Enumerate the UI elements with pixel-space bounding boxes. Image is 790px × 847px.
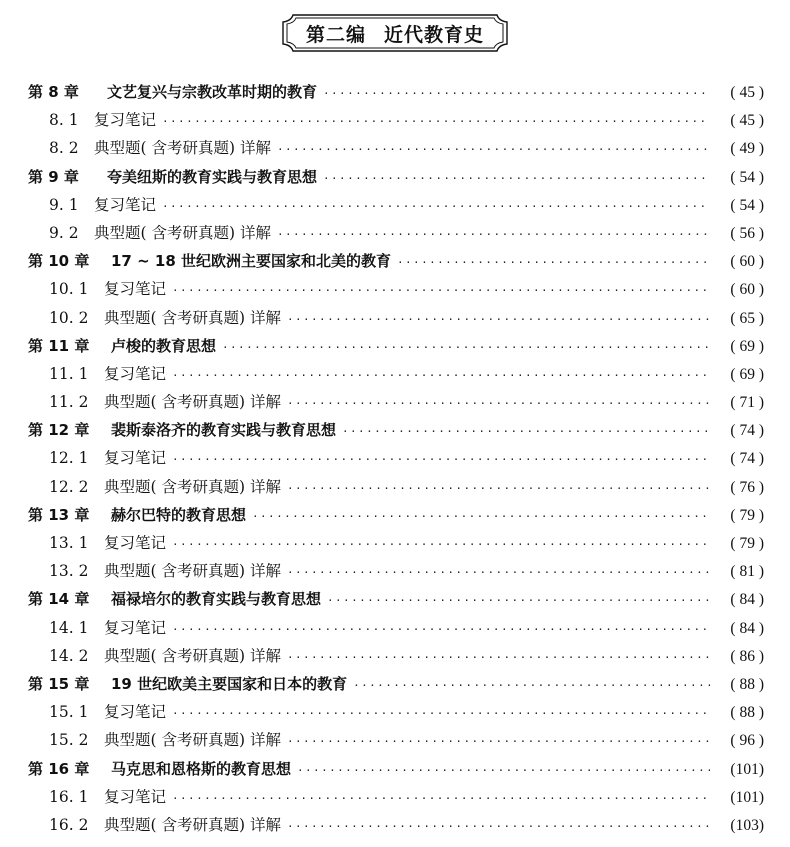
entry-title: 19 世纪欧美主要国家和日本的教育 xyxy=(111,674,348,693)
entry-title: 复习笔记 xyxy=(104,364,167,383)
dot-leader xyxy=(323,165,710,193)
entry-page: ( 88 ) xyxy=(730,675,764,693)
entry-number: 9. 1 xyxy=(49,195,79,214)
toc-chapter-12[interactable] xyxy=(28,416,764,444)
entry-title: 赫尔巴特的教育思想 xyxy=(111,505,247,524)
entry-page: ( 84 ) xyxy=(730,591,764,609)
dot-leader xyxy=(162,193,710,221)
entry-page: ( 79 ) xyxy=(730,535,764,552)
entry-number: 14. 1 xyxy=(49,618,89,637)
entry-number: 第 12 章 xyxy=(28,421,90,440)
dot-leader xyxy=(172,446,710,474)
entry-page: ( 45 ) xyxy=(730,112,764,130)
toc-chapter-11[interactable] xyxy=(28,332,764,360)
entry-number: 11. 1 xyxy=(49,364,89,383)
dot-leader xyxy=(327,587,710,615)
entry-title: 复习笔记 xyxy=(104,618,167,637)
toc-section-13-2[interactable] xyxy=(28,557,764,585)
dot-leader xyxy=(287,475,710,503)
toc-section-9-1[interactable] xyxy=(28,191,764,219)
toc-chapter-8[interactable] xyxy=(28,78,764,106)
toc-section-11-2[interactable] xyxy=(28,388,764,416)
dot-leader xyxy=(287,644,710,672)
entry-title: 典型题( 含考研真题) 详解 xyxy=(104,731,281,750)
toc-chapter-10[interactable] xyxy=(28,247,764,275)
dot-leader xyxy=(287,813,710,841)
entry-page: ( 86 ) xyxy=(730,647,764,665)
toc-section-15-1[interactable] xyxy=(28,698,764,726)
entry-title: 典型题( 含考研真题) 详解 xyxy=(94,139,271,158)
entry-page: ( 60 ) xyxy=(730,281,764,299)
toc-section-11-1[interactable] xyxy=(28,360,764,388)
entry-title: 复习笔记 xyxy=(104,703,167,722)
entry-title: 夸美纽斯的教育实践与教育思想 xyxy=(107,167,318,186)
entry-page: (101) xyxy=(730,788,764,806)
dot-leader xyxy=(277,221,710,249)
entry-number: 16. 1 xyxy=(49,787,89,806)
entry-page: ( 96 ) xyxy=(730,732,764,750)
entry-page: ( 45 ) xyxy=(730,84,764,101)
part-name: 近代教育史 xyxy=(384,23,485,46)
entry-title: 复习笔记 xyxy=(104,787,167,806)
dot-leader xyxy=(162,108,710,136)
entry-title: 典型题( 含考研真题) 详解 xyxy=(104,646,281,665)
entry-page: ( 81 ) xyxy=(730,563,764,581)
entry-page: ( 54 ) xyxy=(730,196,764,214)
toc-section-16-1[interactable] xyxy=(28,783,764,811)
entry-title: 复习笔记 xyxy=(104,534,167,552)
dot-leader xyxy=(222,334,710,362)
entry-title: 复习笔记 xyxy=(104,280,167,299)
entry-number: 11. 2 xyxy=(49,393,89,412)
entry-number: 第 9 章 xyxy=(28,167,79,186)
entry-title: 典型题( 含考研真题) 详解 xyxy=(104,393,281,412)
entry-number: 第 8 章 xyxy=(28,83,79,101)
dot-leader xyxy=(353,672,710,700)
entry-page: ( 88 ) xyxy=(730,704,764,722)
dot-leader xyxy=(397,249,710,277)
entry-page: ( 69 ) xyxy=(730,365,764,383)
dot-leader xyxy=(297,757,710,785)
entry-number: 10. 1 xyxy=(49,280,89,299)
entry-title: 复习笔记 xyxy=(94,195,157,214)
entry-page: ( 69 ) xyxy=(730,337,764,355)
entry-page: ( 76 ) xyxy=(730,478,764,496)
toc-chapter-9[interactable] xyxy=(28,163,764,191)
entry-number: 15. 1 xyxy=(49,703,89,722)
part-title-frame xyxy=(281,13,509,53)
entry-number: 16. 2 xyxy=(49,815,89,834)
entry-number: 第 16 章 xyxy=(28,759,90,778)
dot-leader xyxy=(172,277,710,305)
dot-leader xyxy=(252,503,710,531)
toc-chapter-14[interactable] xyxy=(28,585,764,613)
entry-title: 典型题( 含考研真题) 详解 xyxy=(94,223,271,242)
toc-chapter-16[interactable] xyxy=(28,755,764,783)
entry-page: ( 49 ) xyxy=(730,140,764,158)
entry-page: ( 84 ) xyxy=(730,619,764,637)
dot-leader xyxy=(172,616,710,644)
entry-title: 典型题( 含考研真题) 详解 xyxy=(104,477,281,496)
toc-section-12-1[interactable] xyxy=(28,444,764,472)
entry-number: 13. 2 xyxy=(49,562,89,581)
toc-section-14-2[interactable] xyxy=(28,642,764,670)
toc-section-12-2[interactable] xyxy=(28,473,764,501)
entry-page: ( 71 ) xyxy=(730,394,764,412)
entry-title: 典型题( 含考研真题) 详解 xyxy=(104,562,281,581)
entry-page: ( 74 ) xyxy=(730,450,764,468)
entry-page: ( 54 ) xyxy=(730,168,764,186)
entry-page: ( 79 ) xyxy=(730,506,764,524)
entry-title: 福禄培尔的教育实践与教育思想 xyxy=(111,590,322,609)
part-label: 第二编 xyxy=(305,23,366,46)
entry-number: 第 15 章 xyxy=(28,674,90,693)
toc-section-13-1[interactable] xyxy=(28,529,764,557)
toc-chapter-15[interactable] xyxy=(28,670,764,698)
entry-title: 文艺复兴与宗教改革时期的教育 xyxy=(107,83,318,101)
dot-leader xyxy=(277,136,710,164)
entry-title: 典型题( 含考研真题) 详解 xyxy=(104,815,281,834)
toc-section-8-2[interactable] xyxy=(28,134,764,162)
dot-leader xyxy=(342,418,710,446)
entry-number: 13. 1 xyxy=(49,534,89,552)
dot-leader xyxy=(323,80,710,108)
toc-section-10-2[interactable] xyxy=(28,304,764,332)
entry-page: (103) xyxy=(730,816,764,834)
entry-title: 17 ~ 18 世纪欧洲主要国家和北美的教育 xyxy=(111,252,391,271)
entry-title: 卢梭的教育思想 xyxy=(111,336,217,355)
entry-number: 12. 2 xyxy=(49,477,89,496)
toc-chapter-13[interactable] xyxy=(28,501,764,529)
toc-section-10-1[interactable] xyxy=(28,275,764,303)
dot-leader xyxy=(172,785,710,813)
part-header xyxy=(0,13,790,53)
entry-page: ( 74 ) xyxy=(730,422,764,440)
entry-number: 第 13 章 xyxy=(28,505,90,524)
entry-page: (101) xyxy=(730,760,764,778)
dot-leader xyxy=(287,306,710,334)
entry-number: 8. 1 xyxy=(49,111,79,130)
toc-section-15-2[interactable] xyxy=(28,726,764,754)
toc-section-16-2[interactable] xyxy=(28,811,764,839)
entry-number: 第 11 章 xyxy=(28,336,90,355)
entry-number: 第 14 章 xyxy=(28,590,90,609)
entry-title: 裴斯泰洛齐的教育实践与教育思想 xyxy=(111,421,337,440)
entry-page: ( 65 ) xyxy=(730,309,764,327)
entry-number: 12. 1 xyxy=(49,449,89,468)
entry-page: ( 60 ) xyxy=(730,253,764,271)
entry-number: 8. 2 xyxy=(49,139,79,158)
entry-number: 第 10 章 xyxy=(28,252,90,271)
entry-title: 马克思和恩格斯的教育思想 xyxy=(111,759,292,778)
entry-page: ( 56 ) xyxy=(730,224,764,242)
toc-section-9-2[interactable] xyxy=(28,219,764,247)
entry-number: 10. 2 xyxy=(49,308,89,327)
toc-section-14-1[interactable] xyxy=(28,614,764,642)
dot-leader xyxy=(287,390,710,418)
entry-title: 复习笔记 xyxy=(94,111,157,130)
dot-leader xyxy=(287,559,710,587)
dot-leader xyxy=(172,700,710,728)
entry-title: 复习笔记 xyxy=(104,449,167,468)
entry-number: 14. 2 xyxy=(49,646,89,665)
entry-number: 9. 2 xyxy=(49,223,79,242)
entry-number: 15. 2 xyxy=(49,731,89,750)
entry-title: 典型题( 含考研真题) 详解 xyxy=(104,308,281,327)
toc-section-8-1[interactable] xyxy=(28,106,764,134)
dot-leader xyxy=(287,728,710,756)
dot-leader xyxy=(172,531,710,559)
table-of-contents xyxy=(28,78,764,839)
dot-leader xyxy=(172,362,710,390)
